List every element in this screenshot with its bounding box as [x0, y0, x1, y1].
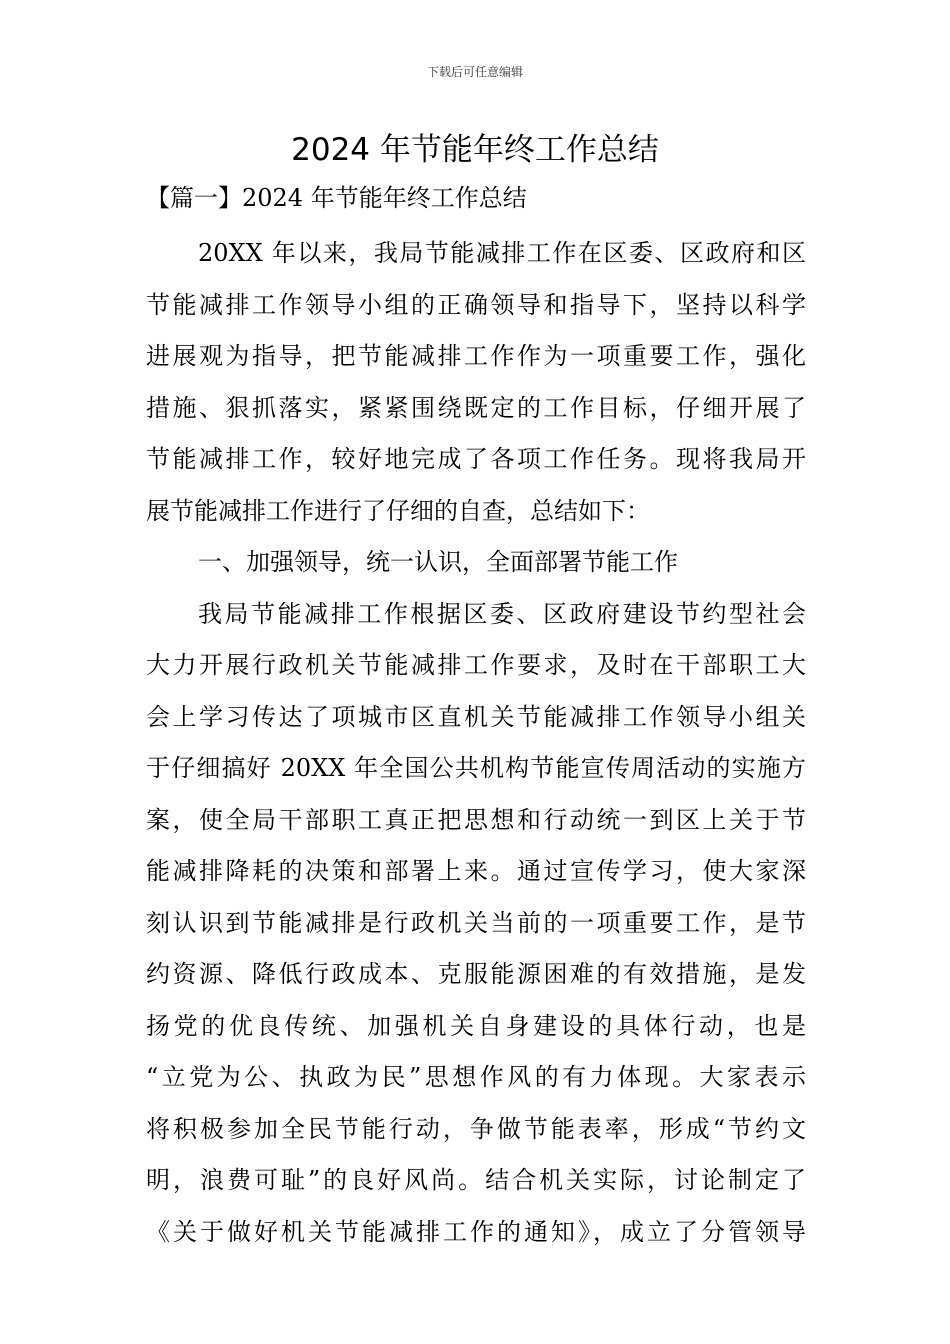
- paragraph-line: 节能减排工作，较好地完成了各项工作任务。现将我局开: [146, 445, 806, 473]
- subsection-heading: 一、加强领导，统一认识，全面部署节能工作: [198, 548, 678, 576]
- paragraph-line: 于仔细搞好 20XX 年全国公共机构节能宣传周活动的实施方: [146, 754, 806, 782]
- paragraph-line: 会上学习传达了项城市区直机关节能减排工作领导小组关: [146, 702, 806, 731]
- paragraph-line: 刻认识到节能减排是行政机关当前的一项重要工作，是节: [146, 908, 806, 937]
- paragraph-line: 明，浪费可耻”的良好风尚。结合机关实际，讨论制定了: [146, 1166, 806, 1194]
- paragraph-line: 展节能减排工作进行了仔细的自查，总结如下：: [146, 496, 650, 525]
- body-text: [146, 228, 806, 1258]
- paragraph-line: 《关于做好机关节能减排工作的通知》，成立了分管领导: [146, 1217, 806, 1246]
- paragraph-line: 措施、狠抓落实，紧紧围绕既定的工作目标，仔细开展了: [146, 393, 806, 422]
- paragraph-line: 节能减排工作领导小组的正确领导和指导下，坚持以科学: [146, 290, 806, 319]
- paragraph-line: 约资源、降低行政成本、克服能源困难的有效措施，是发: [146, 960, 806, 988]
- document-title: 2024 年节能年终工作总结: [291, 132, 659, 168]
- header-note: 下载后可任意编辑: [426, 65, 523, 79]
- paragraph-line: 案，使全局干部职工真正把思想和行动统一到区上关于节: [146, 805, 806, 834]
- paragraph-line: 20XX 年以来，我局节能减排工作在区委、区政府和区: [198, 239, 806, 267]
- paragraph-line: “立党为公、执政为民”思想作风的有力体现。大家表示: [146, 1063, 806, 1091]
- paragraph-line: 能减排降耗的决策和部署上来。通过宣传学习，使大家深: [146, 857, 806, 885]
- paragraph-line: 我局节能减排工作根据区委、区政府建设节约型社会: [198, 599, 806, 628]
- paragraph-line: 扬党的优良传统、加强机关自身建设的具体行动，也是: [146, 1011, 806, 1040]
- paragraph-line: 大力开展行政机关节能减排工作要求，及时在干部职工大: [146, 651, 806, 679]
- paragraph-line: 将积极参加全民节能行动，争做节能表率，形成“节约文: [146, 1114, 806, 1143]
- section-heading: 【篇一】2024 年节能年终工作总结: [146, 184, 527, 212]
- paragraph-line: 进展观为指导，把节能减排工作作为一项重要工作，强化: [146, 342, 806, 370]
